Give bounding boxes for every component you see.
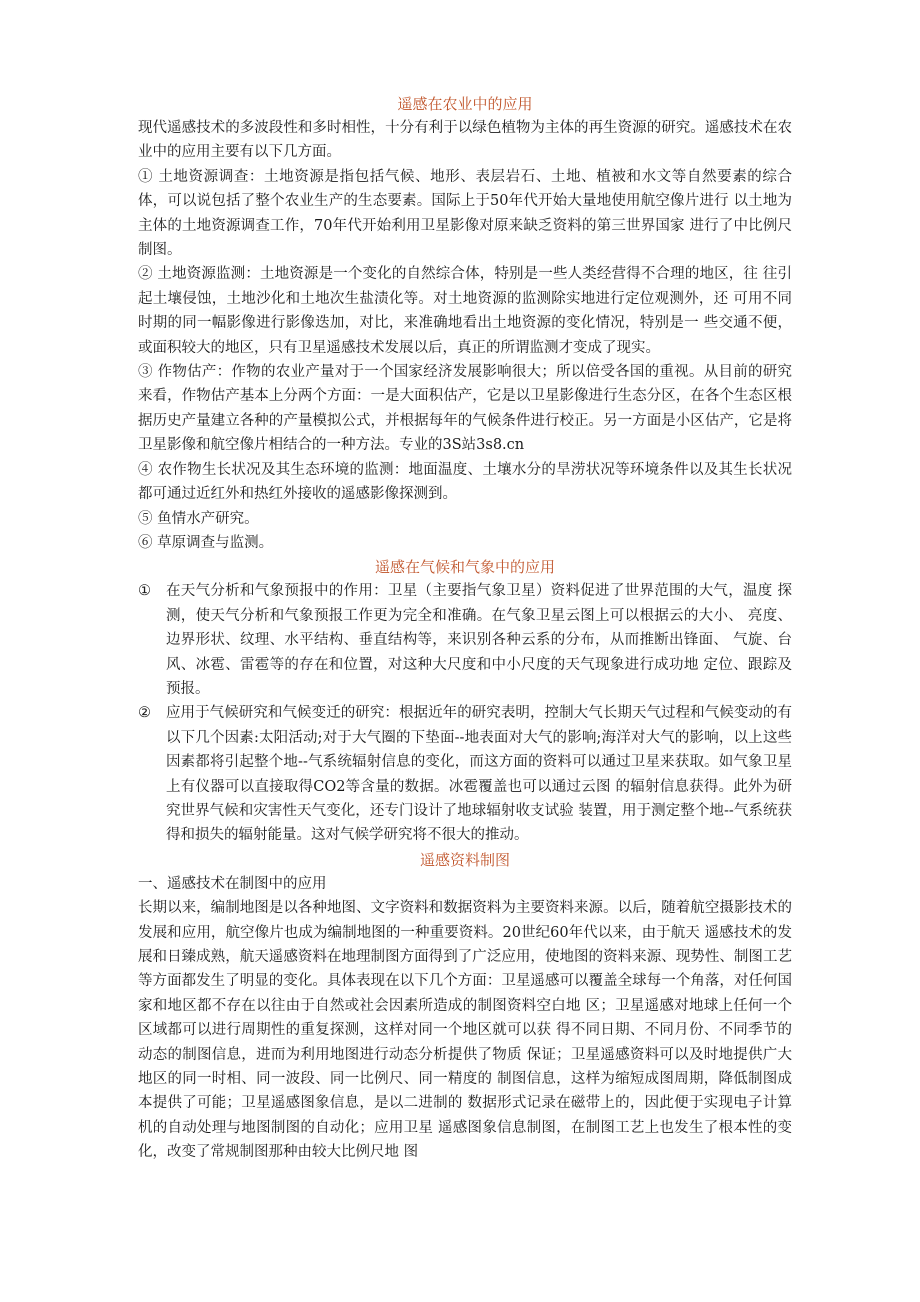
intro-paragraph: 现代遥感技术的多波段性和多时相性，十分有利于以绿色植物为主体的再生资源的研究。遥感技术在农业中的应用主要有以下几方面。 <box>138 120 792 161</box>
section-title-climate: 遥感在气候和气象中的应用 <box>374 558 555 577</box>
list-item-crop-growth: ④ 农作物生长状况及其生态环境的监测：地面温度、土壤水分的旱涝状况等环境条件以及其生长状况都可通过近红外和热红外接收的遥感影像探测到。 <box>138 461 792 503</box>
section-climate <box>138 579 792 847</box>
list-number: ① <box>138 583 151 600</box>
list-item-grassland: ⑥ 草原调查与监测。 <box>138 534 274 551</box>
mapping-paragraph: 长期以来，编制地图是以各种地图、文字资料和数据资料为主要资料来源。以后，随着航空摄影技术的发展和应用，航空像片也成为编制地图的一种重要资料。20世纪60年代以来，由于航天 遥感技术的发展和日臻成熟，航天遥感资料在地理制图方面得到了广泛应用，使地图的资料来源、现势性、制图工艺等方面都发生了明显的变化。具体表现在以下几个方面：卫星遥感可以覆盖全球每一个角落，对任何国家和地区都不存在以往由于自然或社会因素所造成的制图资料空白地 区；卫星遥感对地球上任何一个区域都可以进行周期性的重复探测，这样对同一个地区就可以获 得不同日期、不同月份、不同季节的动态的制图信息，进而为利用地图进行动态分析提供了物质 保证；卫星遥感资料可以及时地提供广大地区的同一时相、同一波段、同一比例尺、同一精度的 制图信息，这样为缩短成图周期，降低制图成本提供了可能；卫星遥感图象信息，是以二进制的 数据形式记录在磁带上的，因此便于实现电子计算机的自动处理与地图制图的自动化；应用卫星 遥感图象信息制图，在制图工艺上也发生了根本性的变化，改变了常规制图那种由较大比例尺地 图 <box>138 900 792 1161</box>
subheading: 一、遥感技术在制图中的应用 <box>138 875 327 892</box>
section-title-agriculture: 遥感在农业中的应用 <box>397 95 533 113</box>
list-item-climate-research <box>138 701 792 847</box>
list-item-weather-forecast <box>138 579 792 701</box>
section-title-mapping: 遥感资料制图 <box>419 850 510 869</box>
section-mapping <box>138 872 792 1165</box>
list-item-text: 应用于气候研究和气候变迁的研究：根据近年的研究表明，控制大气长期天气过程和气候变动的有以下几个因素:太阳活动;对于大气圈的下垫面--地表面对大气的影响;海洋对大气的影响，以上这些因素都将引起整个地--气系统辐射信息的变化，而这方面的资料可以通过卫星来获取。如气象卫星上有仪器可以直接取得CO2等含量的数据。冰雹覆盖也可以通过云图 的辐射信息获得。此外为研究世界气候和灾害性天气变化，还专门设计了地球辐射收支试验 装置，用于测定整个地--气系统获得和损失的辐射能量。这对气候学研究将不很大的推动。 <box>166 705 792 844</box>
list-item-land-survey: ① 土地资源调查：土地资源是指包括气候、地形、表层岩石、土地、植被和水文等自然要素的综合体，可以说包括了整个农业生产的生态要素。国际上于50年代开始大量地使用航空像片进行 以土地为主体的土地资源调查工作，70年代开始利用卫星影像对原来缺乏资料的第三世界国家 进行了中比例尺制图。 <box>138 168 792 259</box>
document-page <box>138 92 792 1165</box>
list-item-land-monitoring: ② 土地资源监测：土地资源是一个变化的自然综合体，特别是一些人类经营得不合理的地区，往 往引起土壤侵蚀，土地沙化和土地次生盐渍化等。对土地资源的监测除实地进行定位观测外，还 可用不同时期的同一幅影像进行影像迭加，对比，来准确地看出土地资源的变化情况，特别是一 些交通不便，或面积较大的地区，只有卫星遥感技术发展以后，真正的所谓监测才变成了现实。 <box>138 266 792 356</box>
list-item-text: 在天气分析和气象预报中的作用：卫星（主要指气象卫星）资料促进了世界范围的大气，温度 探测，使天气分析和气象预报工作更为完全和准确。在气象卫星云图上可以根据云的大小、 亮度、边界形状、纹理、水平结构、垂直结构等，来识别各种云系的分布，从而推断出锋面、 气旋、台风、冰雹、雷雹等的存在和位置，对这种大尺度和中小尺度的天气现象进行成功地 定位、跟踪及预报。 <box>166 583 792 697</box>
list-item-fishery: ⑤ 鱼情水产研究。 <box>138 510 259 527</box>
list-item-crop-estimation: ③ 作物估产：作物的农业产量对于一个国家经济发展影响很大；所以倍受各国的重视。从目前的研究来看，作物估产基本上分两个方面：一是大面积估产，它是以卫星影像进行生态分区，在各个生态区根据历史产量建立各种的产量模拟公式，并根据每年的气候条件进行校正。另一方面是小区估产，它是将卫星影像和航空像片相结合的一种方法。专业的3S站3s8.cn <box>138 364 792 454</box>
section-agriculture <box>138 116 792 555</box>
list-number: ② <box>138 705 151 722</box>
